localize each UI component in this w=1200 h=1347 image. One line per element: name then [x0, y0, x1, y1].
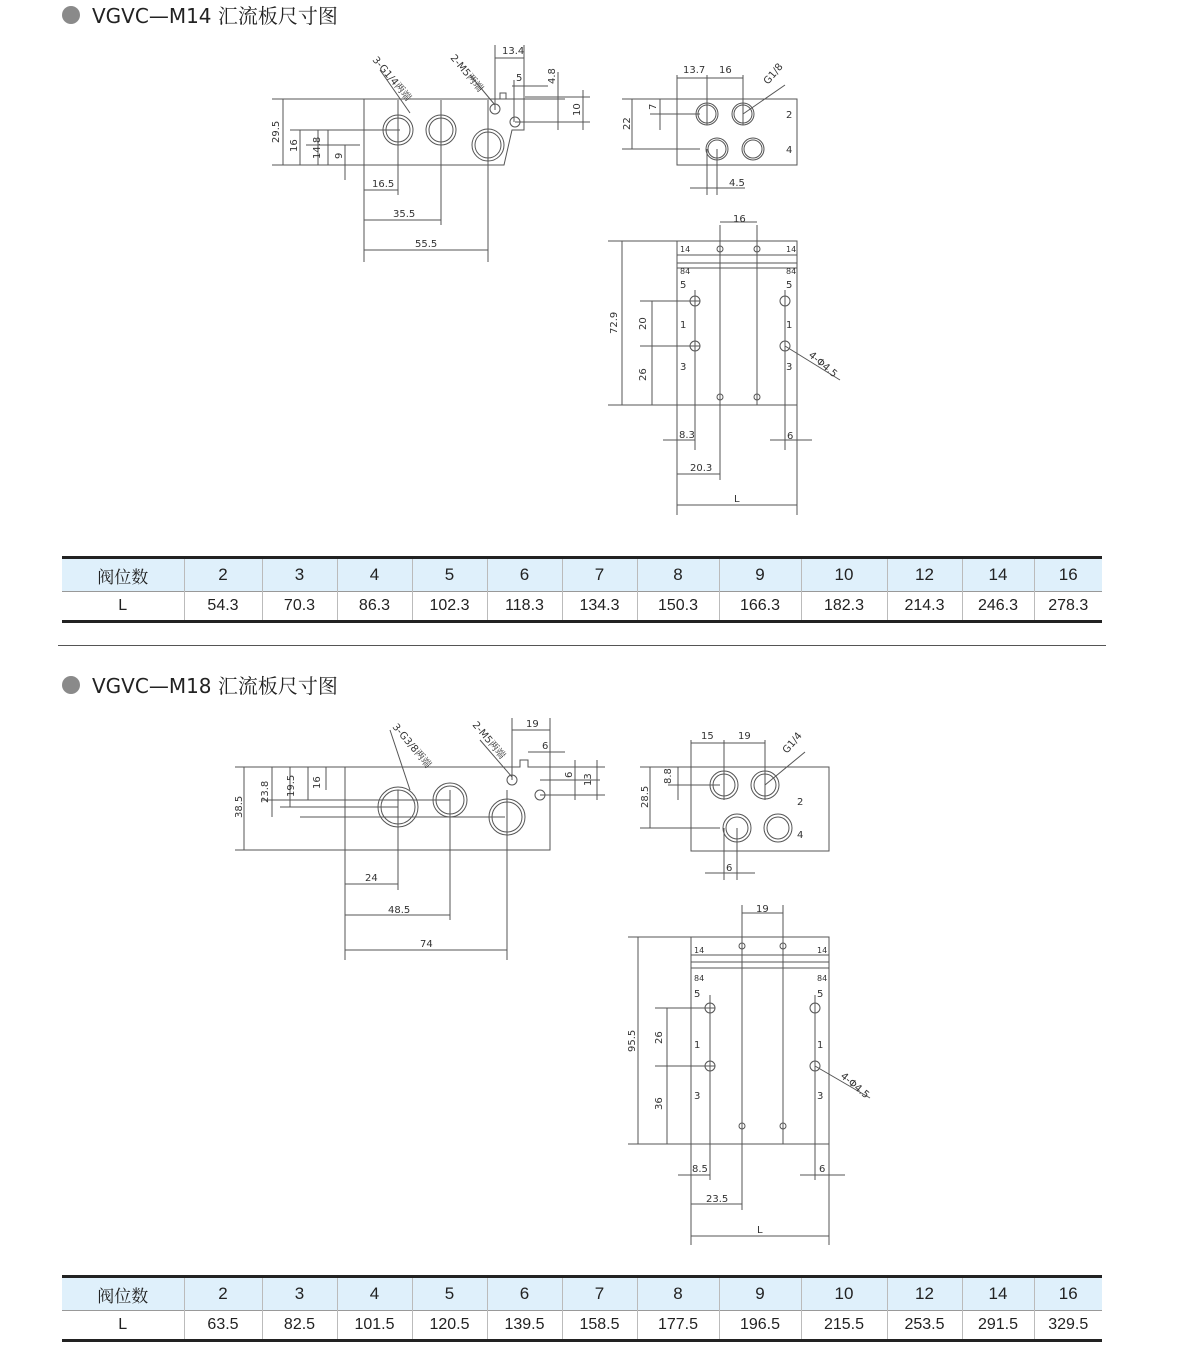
dim-label: 4.5: [729, 178, 745, 189]
table-header-cell: 阀位数: [62, 558, 184, 592]
dim-label: 6: [542, 741, 549, 752]
g-label: G1/8: [761, 61, 786, 87]
port-num: 4: [786, 145, 793, 156]
dim-label: 19.5: [286, 774, 297, 797]
holes-label: 4-Φ4.5: [806, 349, 839, 380]
table-header-cell: 7: [562, 1277, 637, 1311]
dim-label: 7: [648, 103, 659, 110]
dim-label: 72.9: [609, 311, 620, 334]
table-cell: 101.5: [337, 1311, 412, 1341]
m18-length-table: [62, 1275, 1102, 1342]
dim-label: 74: [420, 939, 433, 950]
dim-label: 8.5: [692, 1164, 708, 1175]
table-header-cell: 2: [184, 558, 262, 592]
table-cell: 253.5: [887, 1311, 962, 1341]
port-num: 14: [817, 946, 828, 955]
m14-end-view: [622, 75, 797, 195]
table-header-cell: 8: [637, 558, 719, 592]
table-cell: 102.3: [412, 592, 487, 622]
dim-label: 35.5: [393, 209, 416, 220]
table-header-cell: 14: [962, 558, 1034, 592]
dim-label: 8.8: [663, 768, 674, 784]
table-header-cell: 4: [337, 558, 412, 592]
table-cell: 120.5: [412, 1311, 487, 1341]
port-num: 5: [786, 280, 793, 291]
table-header-cell: 14: [962, 1277, 1034, 1311]
g-label: G1/4: [780, 730, 805, 756]
table-cell: 86.3: [337, 592, 412, 622]
dim-label: 38.5: [234, 795, 245, 818]
port-num: 5: [680, 280, 687, 291]
table-header-cell: 9: [719, 558, 801, 592]
dim-label: 16: [289, 139, 300, 152]
table-header-cell: 2: [184, 1277, 262, 1311]
port-num: 84: [817, 974, 828, 983]
port-num: 1: [817, 1040, 824, 1051]
table-cell: 214.3: [887, 592, 962, 622]
port-num: 5: [694, 989, 701, 1000]
section-title-text: VGVC—M14 汇流板尺寸图: [92, 4, 338, 28]
port-num: 84: [694, 974, 705, 983]
dim-label: L: [734, 494, 740, 505]
port-num: 4: [797, 830, 804, 841]
table-header-row: [62, 558, 1102, 592]
table-header-cell: 阀位数: [62, 1277, 184, 1311]
port-num: 3: [694, 1091, 701, 1102]
dim-label: 48.5: [388, 905, 411, 916]
table-cell: 118.3: [487, 592, 562, 622]
section-title-text: VGVC—M18 汇流板尺寸图: [92, 674, 338, 698]
dim-label: 55.5: [415, 239, 438, 250]
port-num: 14: [786, 245, 797, 254]
dim-label: 8.3: [679, 430, 695, 441]
table-header-cell: 5: [412, 558, 487, 592]
table-cell: 278.3: [1034, 592, 1102, 622]
m18-top-view: [628, 905, 870, 1245]
table-header-cell: 7: [562, 558, 637, 592]
m5-label: 2-M5两端: [447, 52, 486, 95]
dim-label: 5: [516, 73, 523, 84]
table-header-cell: 6: [487, 1277, 562, 1311]
table-cell: 54.3: [184, 592, 262, 622]
table-header-row: [62, 1277, 1102, 1311]
dim-label: 26: [638, 368, 649, 381]
dim-label: 20.3: [690, 463, 713, 474]
port-num: 84: [786, 267, 797, 276]
table-cell: 329.5: [1034, 1311, 1102, 1341]
dim-label: 20: [638, 317, 649, 330]
table-cell: 63.5: [184, 1311, 262, 1341]
table-header-cell: 9: [719, 1277, 801, 1311]
port-num: 1: [680, 320, 687, 331]
m14-length-table: [62, 556, 1102, 623]
dim-label: 23.5: [706, 1194, 729, 1205]
table-header-cell: 16: [1034, 558, 1102, 592]
dim-label: 23.8: [260, 780, 271, 803]
dim-label: 6: [819, 1164, 826, 1175]
table-row: [62, 1311, 1102, 1341]
table-header-cell: 6: [487, 558, 562, 592]
dim-label: 19: [738, 731, 751, 742]
table-header-cell: 12: [887, 1277, 962, 1311]
dim-label: 16.5: [372, 179, 395, 190]
table-cell: 291.5: [962, 1311, 1034, 1341]
port-num: 1: [694, 1040, 701, 1051]
dim-label: L: [757, 1225, 763, 1236]
table-cell: 82.5: [262, 1311, 337, 1341]
table-cell: 177.5: [637, 1311, 719, 1341]
dim-label: 95.5: [627, 1029, 638, 1052]
dim-label: 14.8: [312, 136, 323, 159]
port-num: 14: [680, 245, 691, 254]
port-num: 3: [817, 1091, 824, 1102]
m5-label: 2-M5两端: [469, 719, 508, 762]
table-cell: 166.3: [719, 592, 801, 622]
ports-label: 3-G1/4两端: [369, 54, 413, 104]
dim-label: 13.7: [683, 65, 706, 76]
table-header-cell: 10: [801, 558, 887, 592]
dim-label: 6: [564, 771, 575, 778]
table-cell: 134.3: [562, 592, 637, 622]
dim-label: 4.8: [547, 68, 558, 84]
port-num: 14: [694, 946, 705, 955]
dim-label: 26: [654, 1031, 665, 1044]
dim-label: 16: [733, 214, 746, 225]
table-header-cell: 4: [337, 1277, 412, 1311]
table-cell: 246.3: [962, 592, 1034, 622]
dim-label: 19: [526, 719, 539, 730]
holes-label: 4-Φ4.5: [838, 1070, 871, 1101]
table-header-cell: 3: [262, 558, 337, 592]
port-num: 84: [680, 267, 691, 276]
dim-label: 29.5: [271, 120, 282, 143]
table-cell: 182.3: [801, 592, 887, 622]
port-num: 3: [680, 362, 687, 373]
dim-label: 9: [334, 152, 345, 159]
table-cell: 150.3: [637, 592, 719, 622]
table-row: [62, 592, 1102, 622]
dim-label: 10: [572, 103, 583, 116]
table-cell: 70.3: [262, 592, 337, 622]
table-header-cell: 8: [637, 1277, 719, 1311]
table-cell: L: [62, 1311, 184, 1341]
port-num: 2: [786, 110, 793, 121]
table-cell: 139.5: [487, 1311, 562, 1341]
dim-label: 15: [701, 731, 714, 742]
dim-label: 16: [312, 776, 323, 789]
dim-label: 22: [622, 117, 633, 130]
dim-label: 6: [787, 431, 794, 442]
dim-label: 13: [583, 773, 594, 786]
dim-label: 19: [756, 904, 769, 915]
table-header-cell: 5: [412, 1277, 487, 1311]
dim-label: 24: [365, 873, 378, 884]
table-header-cell: 12: [887, 558, 962, 592]
table-header-cell: 3: [262, 1277, 337, 1311]
table-header-cell: 16: [1034, 1277, 1102, 1311]
dim-label: 28.5: [640, 785, 651, 808]
dim-label: 16: [719, 65, 732, 76]
port-num: 5: [817, 989, 824, 1000]
table-cell: 196.5: [719, 1311, 801, 1341]
m18-end-view: [640, 740, 829, 880]
table-header-cell: 10: [801, 1277, 887, 1311]
dim-label: 13.4: [502, 46, 525, 57]
table-cell: 158.5: [562, 1311, 637, 1341]
port-num: 3: [786, 362, 793, 373]
table-cell: 215.5: [801, 1311, 887, 1341]
port-num: 1: [786, 320, 793, 331]
ports-label: 3-G3/8两端: [389, 721, 433, 771]
table-cell: L: [62, 592, 184, 622]
section-divider: [58, 645, 1106, 646]
dim-label: 36: [654, 1097, 665, 1110]
dim-label: 6: [726, 863, 733, 874]
port-num: 2: [797, 797, 804, 808]
